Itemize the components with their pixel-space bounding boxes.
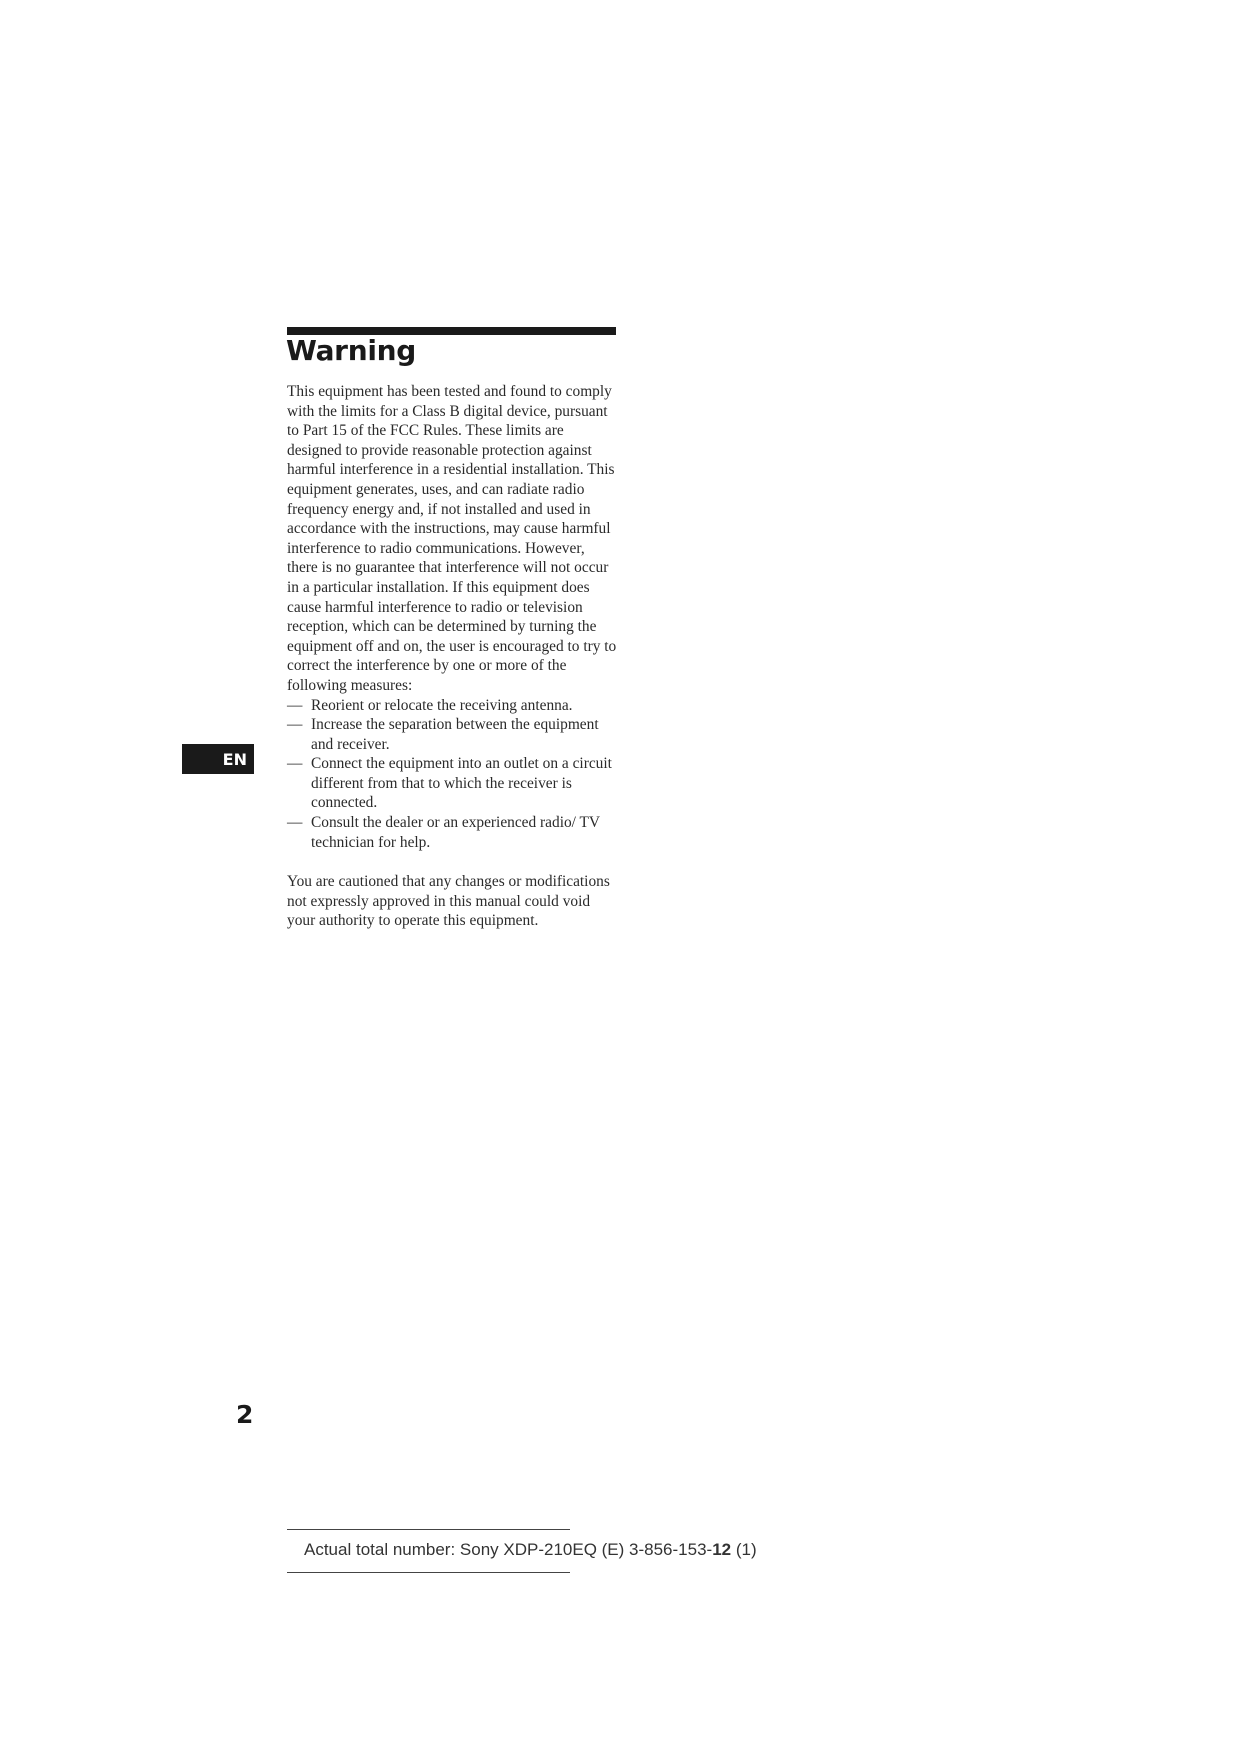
page-number: 2	[236, 1400, 254, 1429]
footer-prefix: Actual total number: Sony XDP-210EQ (E) 3-856-153-	[304, 1540, 713, 1559]
language-tab: EN	[182, 744, 254, 774]
measure-text: Consult the dealer or an experienced radio/ TV technician for help.	[311, 814, 600, 851]
measures-list	[287, 696, 617, 853]
dash-marker: —	[287, 755, 303, 773]
dash-marker: —	[287, 716, 303, 734]
section-heading: Warning	[286, 334, 416, 367]
footer-bold: 12	[712, 1540, 732, 1559]
footer-note	[304, 1540, 757, 1560]
list-item	[287, 715, 617, 754]
list-item	[287, 754, 617, 813]
dash-marker: —	[287, 696, 303, 714]
footer-rule-top	[287, 1529, 570, 1530]
measure-text: Reorient or relocate the receiving antenna.	[311, 696, 573, 714]
fcc-notice	[287, 382, 617, 931]
caution-paragraph: You are cautioned that any changes or modifications not expressly approved in this manual could void your authority to operate this equipment.	[287, 873, 610, 930]
list-item	[287, 696, 617, 716]
measure-text: Increase the separation between the equipment and receiver.	[311, 716, 599, 753]
dash-marker: —	[287, 814, 303, 832]
measure-text: Connect the equipment into an outlet on a circuit different from that to which the receiver is connected.	[311, 755, 612, 812]
list-item	[287, 813, 617, 852]
fcc-paragraph: This equipment has been tested and found to comply with the limits for a Class B digital device, pursuant to Part 15 of the FCC Rules. These limits are designed to provide reasonable protection against harmful interference in a residential installation. This equipment generates, uses, and can radiate radio frequency energy and, if not installed and used in accordance with the instructions, may cause harmful interference to radio communications. However, there is no guarantee that interference will not occur in a particular installation. If this equipment does cause harmful interference to radio or television reception, which can be determined by turning the equipment off and on, the user is encouraged to try to correct the interference by one or more of the following measures:	[287, 383, 617, 694]
footer-rule-bottom	[287, 1572, 570, 1573]
footer-suffix: (1)	[731, 1540, 757, 1559]
